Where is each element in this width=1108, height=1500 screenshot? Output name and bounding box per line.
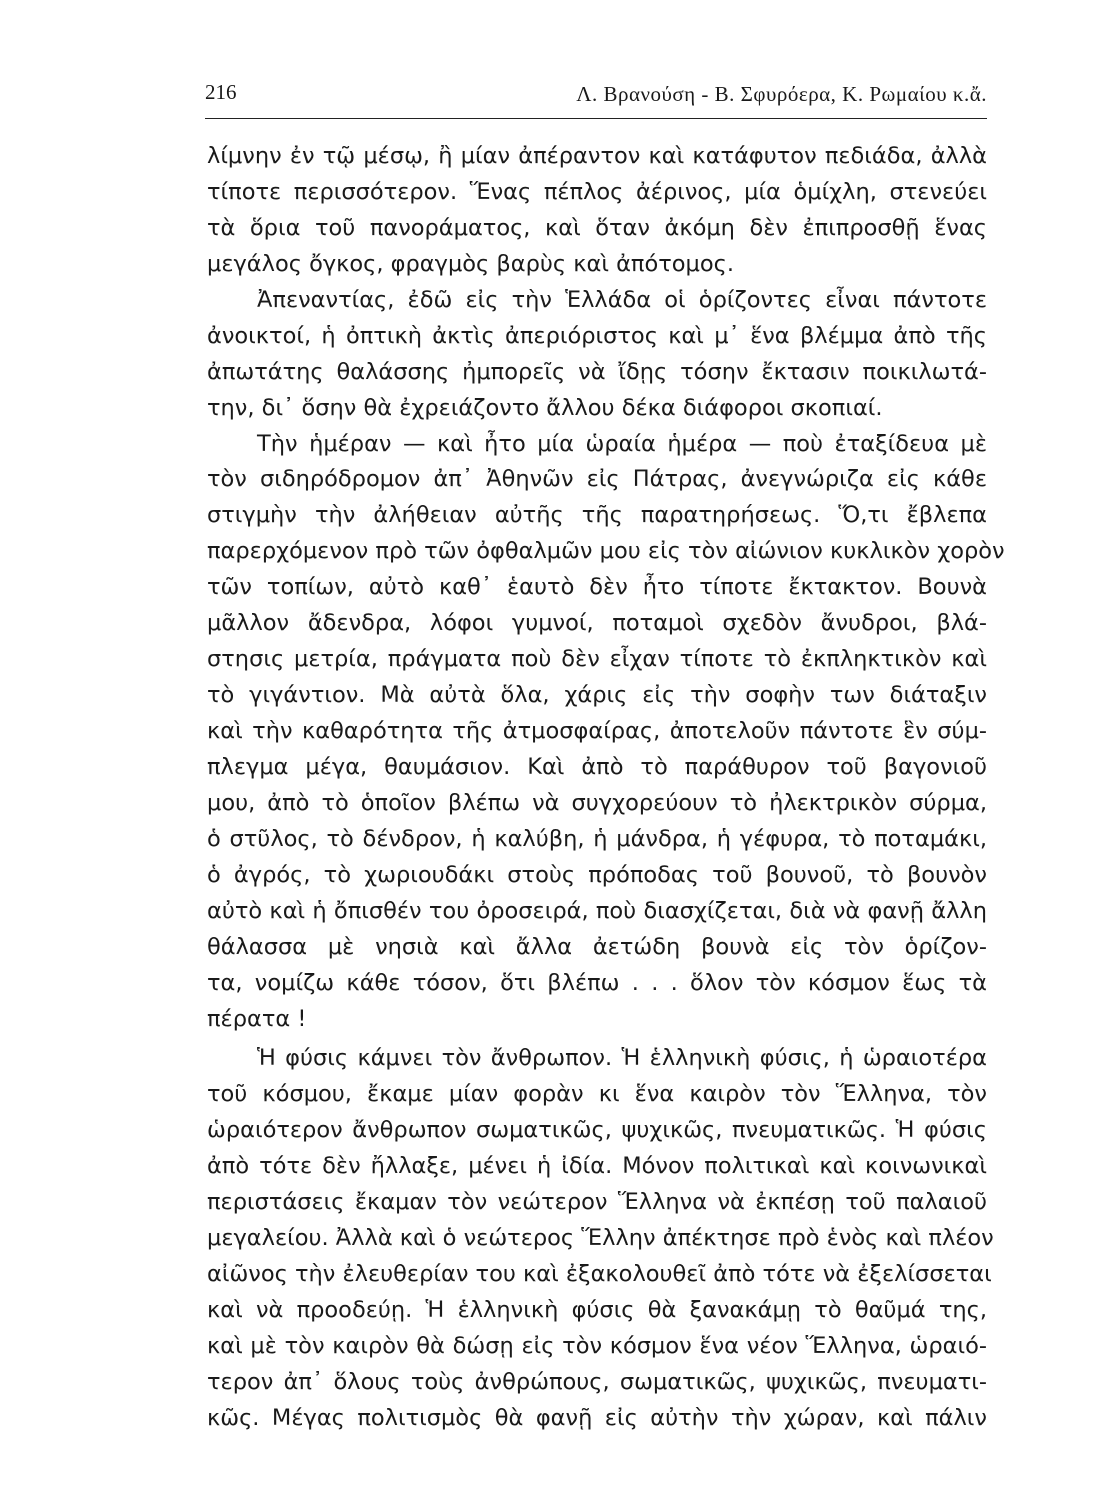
running-head: Λ. Βρανούση - Β. Σφυρόερα, Κ. Ρωμαίου κ.ἄ. — [576, 82, 987, 106]
paragraph — [207, 1040, 994, 1435]
text-line: την, δι᾽ ὅσην θὰ ἐχρειάζοντο ἄλλου δέκα διάφοροι σκοπιαί. — [207, 394, 883, 421]
text-line: ὁ ἀγρός, τὸ χωριουδάκι στοὺς πρόποδας τοῦ βουνοῦ, τὸ βουνὸν — [207, 861, 987, 888]
text-line: στησις μετρία, πράγματα ποὺ δὲν εἶχαν τίποτε τὸ ἐκπληκτικὸν καὶ — [207, 646, 987, 673]
text-line: Τὴν ἡμέραν — καὶ ἦτο μία ὡραία ἡμέρα — ποὺ ἐταξίδευα μὲ — [257, 430, 987, 457]
text-line: τὸν σιδηρόδρομον ἀπ᾽ Ἀθηνῶν εἰς Πάτρας, ἀνεγνώριζα εἰς κάθε — [207, 466, 987, 493]
text-line: τίποτε περισσότερον. Ἕνας πέπλος ἀέρινος, μία ὁμίχλη, στενεύει — [207, 178, 987, 205]
text-line: ἀνοικτοί, ἡ ὀπτικὴ ἀκτὶς ἀπεριόριστος καὶ μ᾽ ἕνα βλέμμα ἀπὸ τῆς — [207, 322, 987, 349]
text-line: μου, ἀπὸ τὸ ὁποῖον βλέπω νὰ συγχορεύουν τὸ ἠλεκτρικὸν σύρμα, — [207, 789, 987, 816]
text-line: καὶ μὲ τὸν καιρὸν θὰ δώσῃ εἰς τὸν κόσμον ἕνα νέον Ἕλληνα, ὡραιό- — [207, 1332, 987, 1359]
text-line: περιστάσεις ἔκαμαν τὸν νεώτερον Ἕλληνα νὰ ἐκπέσῃ τοῦ παλαιοῦ — [207, 1189, 987, 1216]
text-line: καὶ τὴν καθαρότητα τῆς ἀτμοσφαίρας, ἀποτελοῦν πάντοτε ἓν σύμ- — [207, 718, 987, 744]
text-line: μᾶλλον ἄδενδρα, λόφοι γυμνοί, ποταμοὶ σχεδὸν ἄνυδροι, βλά- — [207, 610, 987, 637]
text-line: λίμνην ἐν τῷ μέσῳ, ἢ μίαν ἀπέραντον καὶ κατάφυτον πεδιάδα, ἀλλὰ — [207, 143, 987, 169]
page-body — [207, 138, 1005, 1436]
text-line: ἀπωτάτης θαλάσσης ἠμπορεῖς νὰ ἴδῃς τόσην ἔκτασιν ποικιλωτά- — [207, 358, 987, 385]
paragraph — [207, 138, 987, 282]
text-line: ὡραιότερον ἄνθρωπον σωματικῶς, ψυχικῶς, πνευματικῶς. Ἡ φύσις — [207, 1117, 987, 1144]
text-line: τὰ ὅρια τοῦ πανοράματος, καὶ ὅταν ἀκόμη δὲν ἐπιπροσθῇ ἕνας — [207, 214, 987, 241]
text-line: αὐτὸ καὶ ἡ ὄπισθέν του ὀροσειρά, ποὺ διασχίζεται, διὰ νὰ φανῇ ἄλλη — [207, 897, 987, 924]
text-line: τὸ γιγάντιον. Μὰ αὐτὰ ὅλα, χάρις εἰς τὴν σοφὴν των διάταξιν — [207, 682, 987, 709]
text-line: μεγαλείου. Ἀλλὰ καὶ ὁ νεώτερος Ἕλλην ἀπέκτησε πρὸ ἑνὸς καὶ πλέον — [207, 1225, 994, 1252]
text-line: μεγάλος ὄγκος, φραγμὸς βαρὺς καὶ ἀπότομος. — [207, 250, 734, 277]
text-line: κῶς. Μέγας πολιτισμὸς θὰ φανῇ εἰς αὐτὴν τὴν χώραν, καὶ πάλιν — [207, 1404, 987, 1431]
text-line: τῶν τοπίων, αὐτὸ καθ᾽ ἑαυτὸ δὲν ἦτο τίποτε ἔκτακτον. Βουνὰ — [207, 574, 987, 601]
text-line: καὶ νὰ προοδεύῃ. Ἡ ἑλληνικὴ φύσις θὰ ξανακάμῃ τὸ θαῦμά της, — [207, 1297, 987, 1323]
text-line: τερον ἀπ᾽ ὅλους τοὺς ἀνθρώπους, σωματικῶς, ψυχικῶς, πνευματι- — [207, 1368, 987, 1395]
text-line: Ἡ φύσις κάμνει τὸν ἄνθρωπον. Ἡ ἑλληνικὴ φύσις, ἡ ὡραιοτέρα — [257, 1045, 987, 1072]
running-header — [205, 74, 987, 119]
paragraph — [207, 426, 1005, 1037]
text-line: αἰῶνος τὴν ἐλευθερίαν του καὶ ἐξακολουθεῖ ἀπὸ τότε νὰ ἐξελίσσεται — [207, 1261, 992, 1288]
text-line: στιγμὴν τὴν ἀλήθειαν αὐτῆς τῆς παρατηρήσεως. Ὅ,τι ἔβλεπα — [207, 502, 987, 529]
page-number: 216 — [205, 80, 237, 104]
text-line: τα, νομίζω κάθε τόσον, ὅτι βλέπω . . . ὅλον τὸν κόσμον ἕως τὰ — [207, 969, 987, 996]
text-line: παρερχόμενον πρὸ τῶν ὀφθαλμῶν μου εἰς τὸν αἰώνιον κυκλικὸν χορὸν — [207, 538, 1005, 565]
text-line: πλεγμα μέγα, θαυμάσιον. Καὶ ἀπὸ τὸ παράθυρον τοῦ βαγονιοῦ — [207, 753, 987, 780]
text-line: πέρατα ! — [207, 1005, 307, 1032]
text-line: Ἀπεναντίας, ἐδῶ εἰς τὴν Ἑλλάδα οἱ ὁρίζοντες εἶναι πάντοτε — [257, 286, 987, 313]
text-line: ἀπὸ τότε δὲν ἤλλαξε, μένει ἡ ἰδία. Μόνον πολιτικαὶ καὶ κοινωνικαὶ — [207, 1153, 987, 1180]
text-line: ὁ στῦλος, τὸ δένδρον, ἡ καλύβη, ἡ μάνδρα, ἡ γέφυρα, τὸ ποταμάκι, — [207, 825, 987, 852]
text-line: θάλασσα μὲ νησιὰ καὶ ἄλλα ἀετώδη βουνὰ εἰς τὸν ὁρίζον- — [207, 933, 987, 960]
text-line: τοῦ κόσμου, ἔκαμε μίαν φορὰν κι ἕνα καιρὸν τὸν Ἕλληνα, τὸν — [207, 1081, 987, 1108]
paragraph — [207, 282, 987, 426]
